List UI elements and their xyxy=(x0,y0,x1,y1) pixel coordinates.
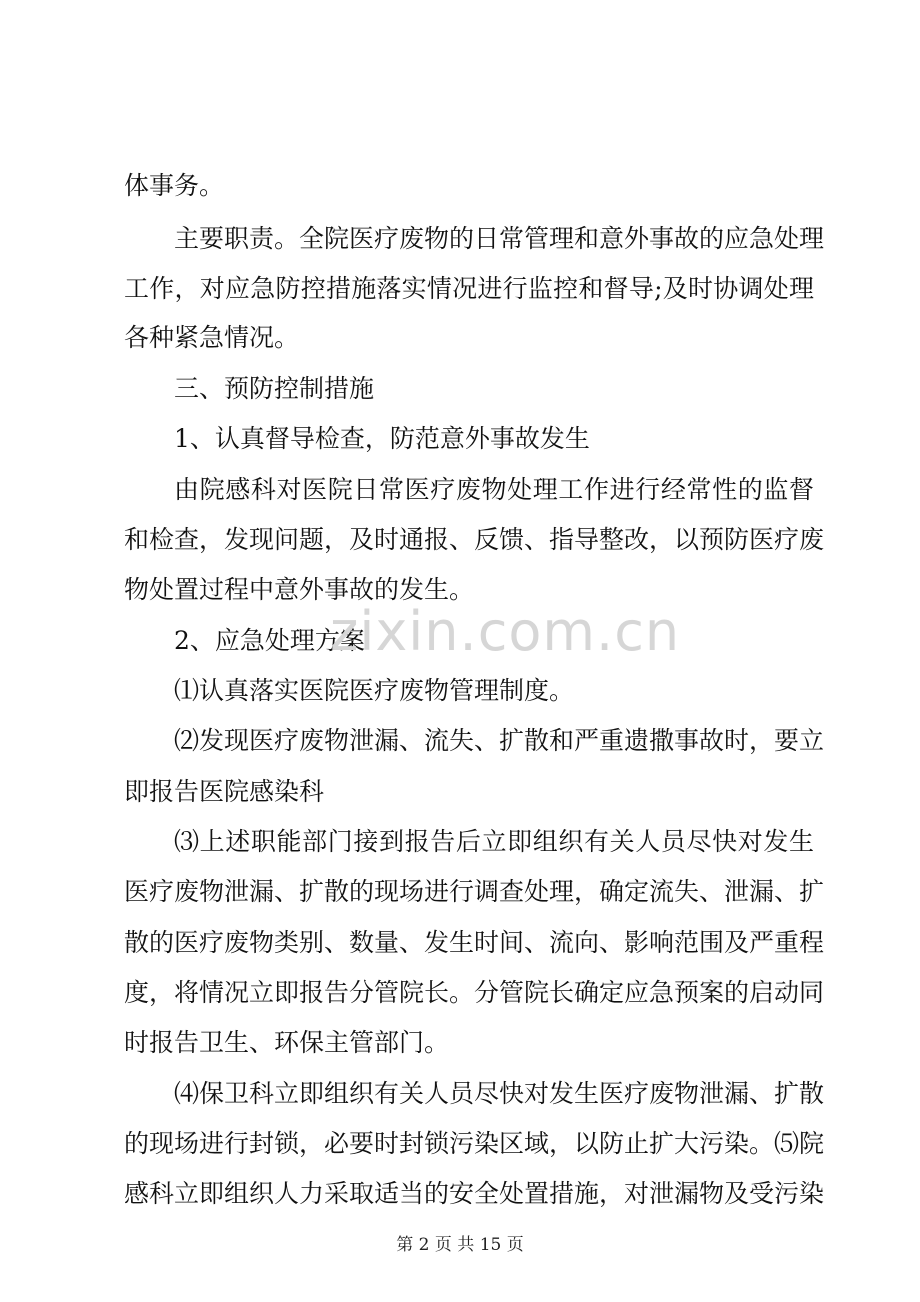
text-line: 物处置过程中意外事故的发生。 xyxy=(124,575,475,604)
text-line: 散的医疗废物类别、数量、发生时间、流向、影响范围及严重程 xyxy=(124,928,825,957)
text-line: 体事务。 xyxy=(124,171,225,200)
list-item: ⑵发现医疗废物泄漏、流失、扩散和严重遗撒事故时，要立 xyxy=(174,726,825,755)
list-item: ⑷保卫科立即组织有关人员尽快对发生医疗废物泄漏、扩散 xyxy=(174,1079,825,1108)
text-line: 主要职责。全院医疗废物的日常管理和意外事故的应急处理 xyxy=(174,224,825,253)
text-line: 时报告卫生、环保主管部门。 xyxy=(124,1028,450,1057)
text-line: 即报告医院感染科 xyxy=(124,777,325,806)
section-heading: 三、预防控制措施 xyxy=(174,374,375,403)
text-line: 和检查，发现问题，及时通报、反馈、指导整改，以预防医疗废 xyxy=(124,525,825,554)
list-item: ⑴认真落实医院医疗废物管理制度。 xyxy=(174,676,575,705)
watermark: zixin.com.cn xyxy=(330,600,681,663)
subsection-heading: 1、认真督导检查，防范意外事故发生 xyxy=(174,424,590,453)
text-line: 感科立即组织人力采取适当的安全处置措施，对泄漏物及受污染 xyxy=(124,1179,825,1208)
text-line: 度，将情况立即报告分管院长。分管院长确定应急预案的启动同 xyxy=(124,978,825,1007)
text-line: 由院感科对医院日常医疗废物处理工作进行经常性的监督 xyxy=(174,475,814,504)
text-line: 医疗废物泄漏、扩散的现场进行调查处理，确定流失、泄漏、扩 xyxy=(124,877,825,906)
page-footer: 第 2 页 共 15 页 xyxy=(396,1235,524,1255)
subsection-heading: 2、应急处理方案 xyxy=(174,626,365,655)
text-line: 各种紧急情况。 xyxy=(124,323,300,352)
text-line: 的现场进行封锁，必要时封锁污染区域，以防止扩大污染。⑸院 xyxy=(124,1129,825,1158)
text-line: 工作，对应急防控措施落实情况进行监控和督导;及时协调处理 xyxy=(124,274,814,303)
list-item: ⑶上述职能部门接到报告后立即组织有关人员尽快对发生 xyxy=(174,827,814,856)
